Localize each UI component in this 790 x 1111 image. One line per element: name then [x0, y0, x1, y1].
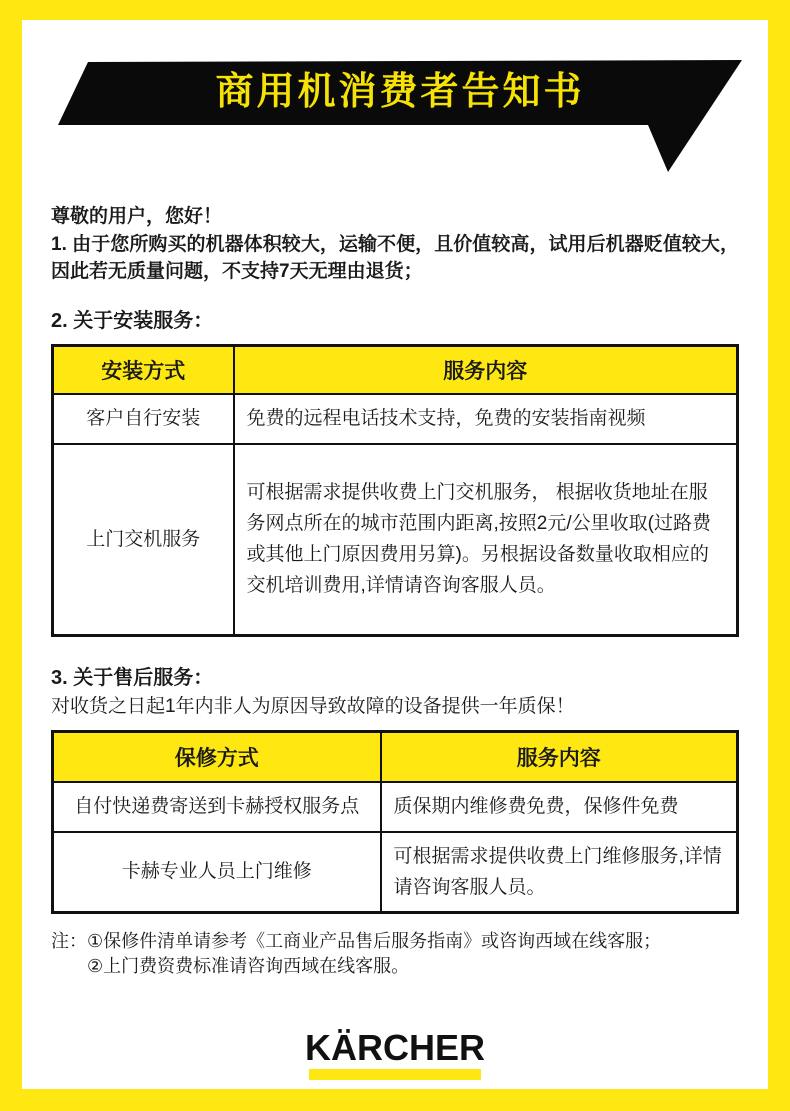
page-title: 商用机消费者告知书 [215, 71, 585, 113]
install-header-method: 安装方式 [53, 346, 234, 394]
install-row1-content: 免费的远程电话技术支持，免费的安装指南视频 [234, 394, 738, 444]
warranty-header-content: 服务内容 [381, 732, 738, 782]
intro-paragraph: 1. 由于您所购买的机器体积较大，运输不便，且价值较高，试用后机器贬值较大，因此若无质量问题，不支持7天无理由退货； [51, 234, 739, 282]
footer [51, 1026, 739, 1080]
notes-block [51, 929, 739, 979]
table-row [53, 394, 738, 444]
warranty-header-method: 保修方式 [53, 732, 381, 782]
title-banner [58, 60, 742, 172]
greeting-text: 尊敬的用户，您好！ [51, 206, 223, 227]
install-row2-method: 上门交机服务 [53, 444, 234, 636]
notice-content [22, 60, 768, 1111]
note-item-1: ①保修件清单请参考《工商业产品售后服务指南》或咨询西域在线客服； [87, 930, 662, 951]
install-service-table [51, 344, 739, 637]
install-row2-content: 可根据需求提供收费上门交机服务， 根据收货地址在服务网点所在的城市范围内距离,按照2元/公里收取(过路费或其他上门原因费用另算)。另根据设备数量收取相应的交机培训费用,详情请咨询客服人员。 [234, 444, 738, 636]
warranty-row1-method: 自付快递费寄送到卡赫授权服务点 [53, 782, 381, 832]
warranty-table-header-row [53, 732, 738, 782]
notes-label: 注： [51, 930, 87, 951]
table-row [53, 832, 738, 913]
after-sales-section-heading: 3. 关于售后服务： [51, 667, 214, 689]
karcher-logo: KÄRCHER [305, 1026, 485, 1068]
note-item-2: ②上门费资费标准请咨询西域在线客服。 [87, 955, 410, 976]
table-row [53, 444, 738, 636]
install-table-header-row [53, 346, 738, 394]
warranty-service-table [51, 730, 739, 914]
warranty-row2-method: 卡赫专业人员上门维修 [53, 832, 381, 913]
table-row [53, 782, 738, 832]
install-row1-method: 客户自行安装 [53, 394, 234, 444]
notes-items [87, 929, 739, 979]
logo-underline-bar [309, 1069, 481, 1080]
install-section-heading: 2. 关于安装服务： [51, 310, 214, 332]
warranty-statement: 对收货之日起1年内非人为原因导致故障的设备提供一年质保！ [51, 696, 575, 717]
install-header-content: 服务内容 [234, 346, 738, 394]
warranty-row2-content: 可根据需求提供收费上门维修服务,详情请咨询客服人员。 [381, 832, 738, 913]
warranty-row1-content: 质保期内维修费免费，保修件免费 [381, 782, 738, 832]
